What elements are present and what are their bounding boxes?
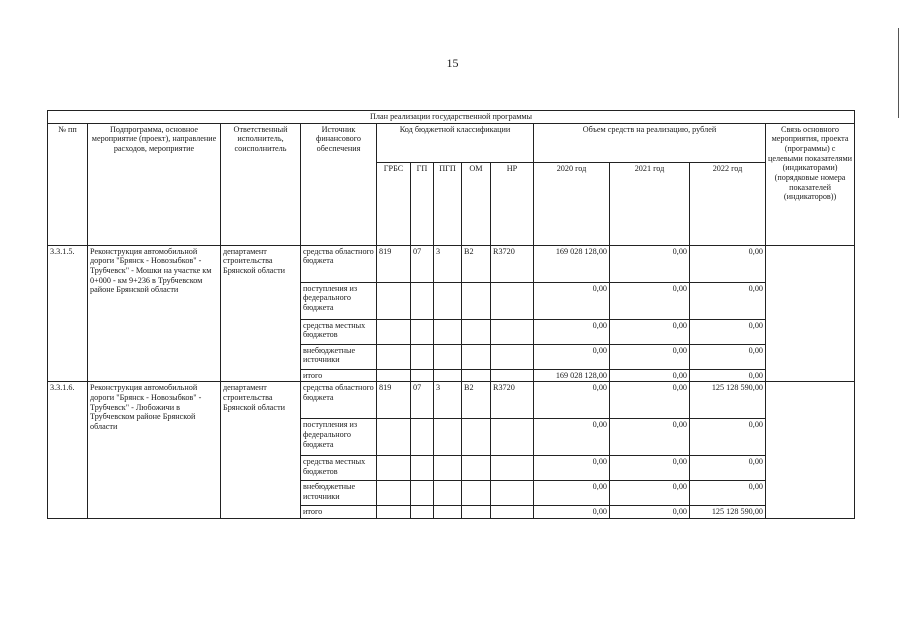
header-2022: 2022 год [690,162,766,245]
executor-name: департамент строительства Брянской области [221,382,301,519]
table-title: План реализации государственной программы [48,111,855,124]
code-om [462,456,491,481]
amount-2020: 0,00 [534,319,610,344]
total-label: итого [301,369,377,382]
header-subprogram: Подпрограмма, основное мероприятие (проект), направление расходов, мероприятие [88,123,221,245]
header-source: Источник финансового обеспечения [301,123,377,245]
code-nr [491,456,534,481]
code-gp [411,282,434,319]
total-2020: 0,00 [534,506,610,519]
header-row-top [48,123,855,162]
funding-source: средства местных бюджетов [301,456,377,481]
code-om [462,506,491,519]
header-om: ОМ [462,162,491,245]
row-number: 3.3.1.6. [48,382,88,519]
code-nr [491,481,534,506]
code-grbs [377,344,411,369]
code-om: В2 [462,245,491,282]
code-gp [411,481,434,506]
code-nr: R3720 [491,382,534,419]
code-pgp [434,369,462,382]
header-grbs: ГРБС [377,162,411,245]
code-grbs [377,481,411,506]
funding-source: средства областного бюджета [301,382,377,419]
code-gp: 07 [411,245,434,282]
amount-2022: 0,00 [690,419,766,456]
funding-source: средства местных бюджетов [301,319,377,344]
amount-2021: 0,00 [610,282,690,319]
code-nr [491,369,534,382]
code-pgp [434,456,462,481]
code-pgp: 3 [434,382,462,419]
funding-source: внебюджетные источники [301,481,377,506]
amount-2021: 0,00 [610,456,690,481]
table-row [48,245,855,282]
code-pgp [434,419,462,456]
header-nr: НР [491,162,534,245]
total-2021: 0,00 [610,506,690,519]
page-number: 15 [446,56,459,70]
code-gp: 07 [411,382,434,419]
code-nr [491,506,534,519]
amount-2021: 0,00 [610,344,690,369]
funding-source: поступления из федерального бюджета [301,282,377,319]
header-2021: 2021 год [610,162,690,245]
measure-name: Реконструкция автомобильной дороги "Брянск - Новозыбков" - Трубчевск" - Любожичи в Трубчевском районе Брянской области [88,382,221,519]
executor-name: департамент строительства Брянской области [221,245,301,382]
code-grbs [377,319,411,344]
code-om [462,282,491,319]
header-pgp: ПГП [434,162,462,245]
code-grbs [377,419,411,456]
code-om [462,344,491,369]
header-link: Связь основного мероприятия, проекта (программы) с целевыми показателями (индикаторами) (порядковые номера показателей (индикаторов)) [766,123,855,245]
amount-2022: 0,00 [690,282,766,319]
code-grbs [377,506,411,519]
funding-source: поступления из федерального бюджета [301,419,377,456]
amount-2022: 0,00 [690,319,766,344]
code-nr: R3720 [491,245,534,282]
code-grbs: 819 [377,382,411,419]
code-pgp [434,319,462,344]
code-nr [491,282,534,319]
page-edge-line [898,28,899,118]
code-grbs [377,456,411,481]
code-gp [411,344,434,369]
code-om [462,419,491,456]
amount-2021: 0,00 [610,382,690,419]
code-grbs [377,369,411,382]
amount-2020: 0,00 [534,382,610,419]
total-2021: 0,00 [610,369,690,382]
code-pgp: 3 [434,245,462,282]
header-gp: ГП [411,162,434,245]
amount-2021: 0,00 [610,419,690,456]
amount-2022: 0,00 [690,481,766,506]
header-funds-group: Объем средств на реализацию, рублей [534,123,766,162]
amount-2020: 0,00 [534,282,610,319]
total-2022: 125 128 590,00 [690,506,766,519]
header-2020: 2020 год [534,162,610,245]
code-gp [411,506,434,519]
code-grbs [377,282,411,319]
code-gp [411,456,434,481]
code-nr [491,319,534,344]
amount-2020: 0,00 [534,344,610,369]
measure-name: Реконструкция автомобильной дороги "Брянск - Новозыбков" - Трубчевск" - Мошки на участке км 0+000 - км 9+236 в Трубчевском районе Брянской области [88,245,221,382]
amount-2021: 0,00 [610,481,690,506]
amount-2022: 0,00 [690,344,766,369]
amount-2020: 0,00 [534,419,610,456]
code-pgp [434,481,462,506]
amount-2022: 0,00 [690,245,766,282]
total-label: итого [301,506,377,519]
header-executor: Ответственный исполнитель, соисполнитель [221,123,301,245]
header-num: № пп [48,123,88,245]
code-pgp [434,506,462,519]
code-pgp [434,282,462,319]
code-gp [411,419,434,456]
amount-2022: 0,00 [690,456,766,481]
code-gp [411,369,434,382]
code-om [462,481,491,506]
amount-2022: 125 128 590,00 [690,382,766,419]
code-pgp [434,344,462,369]
funding-source: средства областного бюджета [301,245,377,282]
total-2020: 169 028 128,00 [534,369,610,382]
amount-2021: 0,00 [610,245,690,282]
code-gp [411,319,434,344]
amount-2021: 0,00 [610,319,690,344]
total-2022: 0,00 [690,369,766,382]
amount-2020: 0,00 [534,456,610,481]
funding-source: внебюджетные источники [301,344,377,369]
code-grbs: 819 [377,245,411,282]
program-plan-table [47,110,855,519]
indicator-link [766,245,855,382]
amount-2020: 169 028 128,00 [534,245,610,282]
table-row [48,382,855,419]
row-number: 3.3.1.5. [48,245,88,382]
table-title-row [48,111,855,124]
indicator-link [766,382,855,519]
code-om: В2 [462,382,491,419]
header-code-group: Код бюджетной классификации [377,123,534,162]
code-om [462,319,491,344]
code-nr [491,344,534,369]
code-nr [491,419,534,456]
code-om [462,369,491,382]
amount-2020: 0,00 [534,481,610,506]
